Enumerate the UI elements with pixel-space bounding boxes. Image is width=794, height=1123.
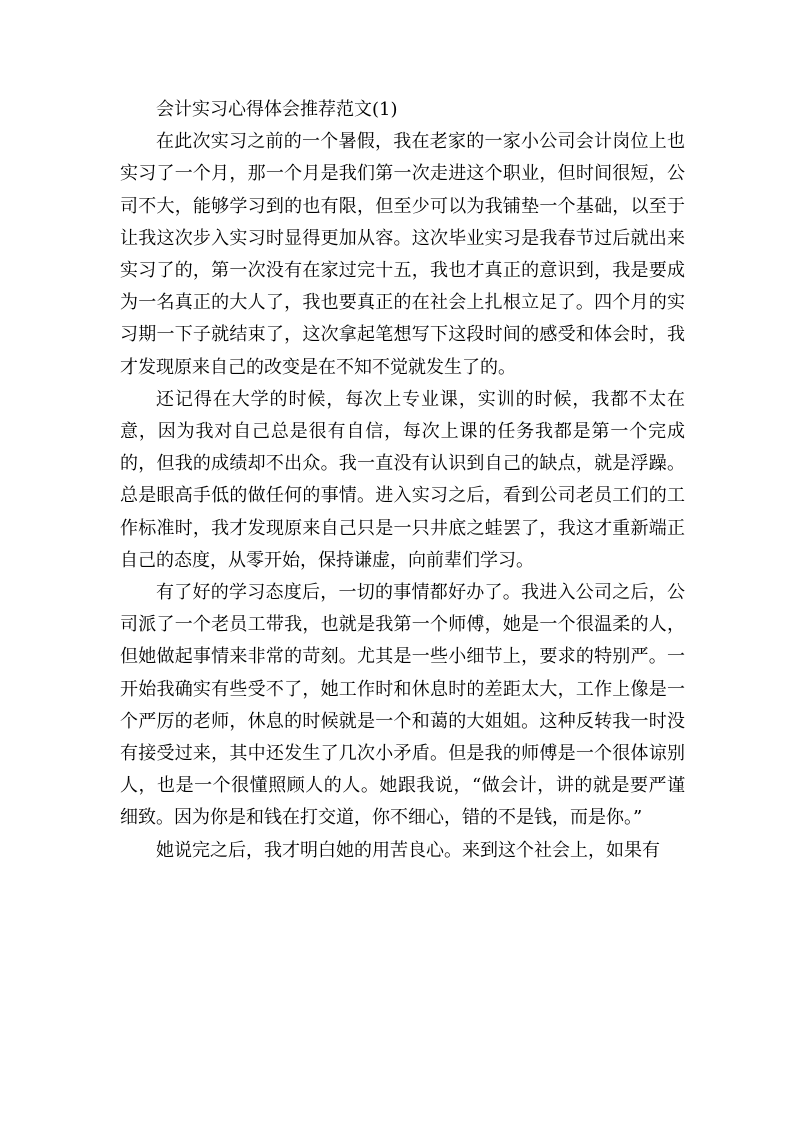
document-title: 会计实习心得体会推荐范文(1) xyxy=(156,99,398,120)
paragraph-mentor: 有了好的学习态度后，一切的事情都好办了。我进入公司之后，公司派了一个老员工带我，也就是我第一个师傅，她是一个很温柔的人，但她做起事情来非常的苛刻。尤其是一些小细节上，要求的特别严。一开始我确实有些受不了，她工作时和休息时的差距太大，工作上像是一个严厉的老师，休息的时候就是一个和蔼的大姐姐。这种反转我一时没有接受过来，其中还发生了几次小矛盾。但是我的师傅是一个很体谅别人，也是一个很懂照顾人的人。她跟我说，“做会计，讲的就是要严谨细致。因为你是和钱在打交道，你不细心，错的不是钱，而是你。” xyxy=(120,582,685,829)
document-body xyxy=(120,94,685,867)
paragraph-internship-intro: 在此次实习之前的一个暑假，我在老家的一家小公司会计岗位上也实习了一个月，那一个月是我们第一次走进这个职业，但时间很短，公司不大，能够学习到的也有限，但至少可以为我铺垫一个基础，以至于让我这次步入实习时显得更加从容。这次毕业实习是我春节过后就出来实习了的，第一次没有在家过完十五，我也才真正的意识到，我是要成为一名真正的大人了，我也要真正的在社会上扎根立足了。四个月的实习期一下子就结束了，这次拿起笔想写下这段时间的感受和体会时，我才发现原来自己的改变是在不知不觉就发生了的。 xyxy=(120,131,685,378)
paragraph-university-memory: 还记得在大学的时候，每次上专业课，实训的时候，我都不太在意，因为我对自己总是很有自信，每次上课的任务我都是第一个完成的，但我的成绩却不出众。我一直没有认识到自己的缺点，就是浮躁。总是眼高手低的做任何的事情。进入实习之后，看到公司老员工们的工作标准时，我才发现原来自己只是一只井底之蛙罢了，我这才重新端正自己的态度，从零开始，保持谦虚，向前辈们学习。 xyxy=(120,388,685,571)
paragraph-conclusion-start: 她说完之后，我才明白她的用苦良心。来到这个社会上，如果有 xyxy=(156,839,660,861)
